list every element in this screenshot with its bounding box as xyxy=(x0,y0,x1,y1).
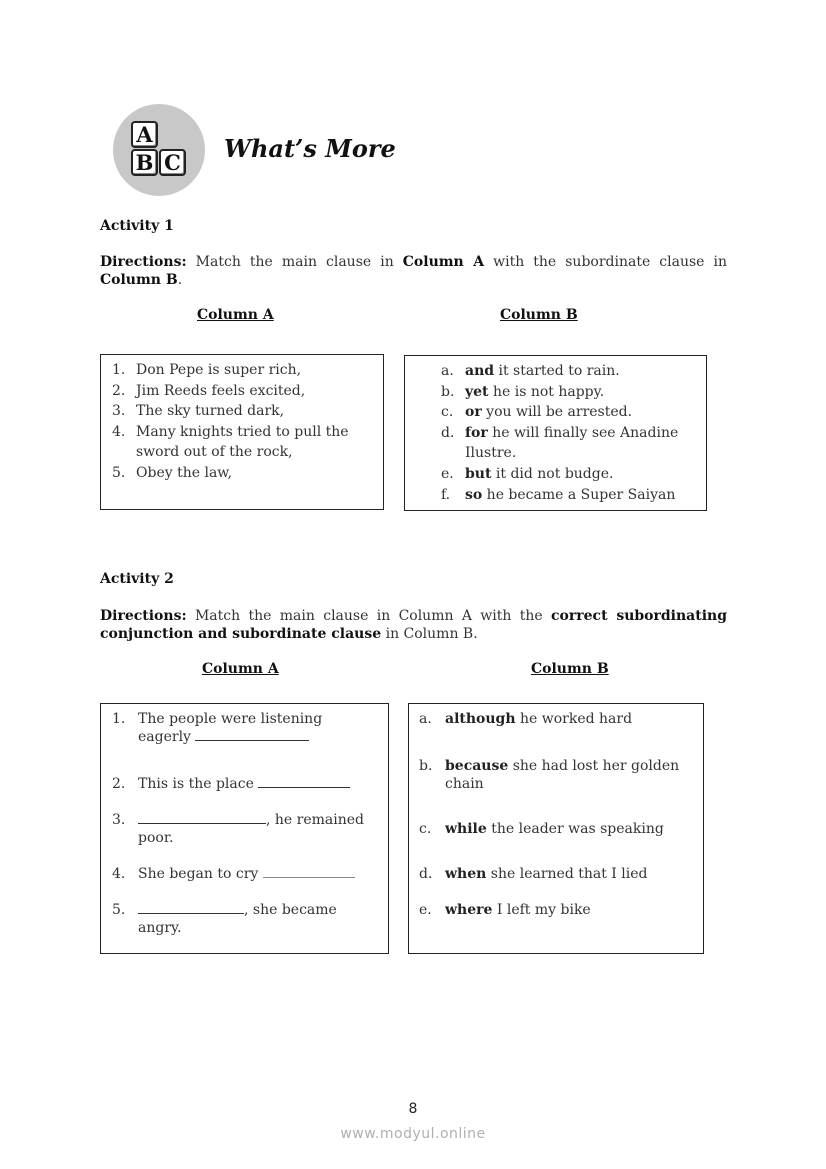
clause-text: she learned that I lied xyxy=(486,866,648,882)
clause-text: , she became angry. xyxy=(138,902,337,936)
list-item xyxy=(441,361,700,382)
activity-1-column-b-box xyxy=(404,355,707,511)
answer-blank xyxy=(138,811,266,824)
activity-1-column-b-title: Column B xyxy=(500,307,578,323)
list-item xyxy=(112,360,375,381)
activity-1-column-a-box xyxy=(100,354,384,510)
item-text: Obey the law, xyxy=(136,464,233,481)
item-text xyxy=(445,865,694,883)
item-letter: e. xyxy=(419,902,432,918)
watermark: www.modyul.online xyxy=(340,1126,486,1142)
directions-emphasis: Column B xyxy=(100,272,178,288)
activity-1-heading: Activity 1 xyxy=(100,218,174,234)
directions-text: Match the main clause in Column A with the xyxy=(186,608,552,624)
item-text xyxy=(138,710,362,746)
clause-text: she had lost her golden chain xyxy=(445,758,680,792)
item-text xyxy=(465,382,700,403)
list-item xyxy=(112,463,375,484)
item-text xyxy=(445,710,689,728)
clause-text: This is the place xyxy=(138,776,259,792)
conjunction: where xyxy=(445,902,493,918)
answer-blank xyxy=(263,865,355,878)
item-letter: d. xyxy=(419,866,433,882)
item-number: 3. xyxy=(112,812,126,828)
conjunction: yet xyxy=(465,383,489,400)
item-text xyxy=(138,811,374,847)
item-number: 3. xyxy=(112,403,126,420)
directions-label: Directions: xyxy=(100,608,187,624)
conjunction: and xyxy=(465,363,495,379)
item-letter: a. xyxy=(419,711,432,727)
list-item xyxy=(419,820,694,838)
item-text xyxy=(445,757,689,793)
item-number: 1. xyxy=(112,362,126,378)
item-number: 4. xyxy=(112,866,126,882)
item-number: 2. xyxy=(112,382,126,399)
item-number: 1. xyxy=(112,711,126,727)
activity-2-column-a-title: Column A xyxy=(202,661,279,677)
item-number: 5. xyxy=(112,902,126,918)
item-letter: f. xyxy=(441,486,451,503)
clause-text: The people were listening eagerly xyxy=(138,711,323,745)
directions-label: Directions: xyxy=(100,254,187,270)
item-text xyxy=(445,820,694,838)
list-item xyxy=(112,710,362,746)
answer-blank xyxy=(195,728,309,741)
list-item xyxy=(112,422,375,463)
item-text xyxy=(465,485,700,506)
list-item xyxy=(112,381,375,402)
clause-text: She began to cry xyxy=(138,866,263,882)
item-letter: e. xyxy=(441,465,454,482)
item-text: Jim Reeds feels excited, xyxy=(136,382,306,399)
section-title: What’s More xyxy=(224,134,396,163)
list-item xyxy=(441,423,700,464)
item-text xyxy=(138,775,372,793)
activity-1-column-a-title: Column A xyxy=(197,307,274,323)
conjunction: or xyxy=(465,404,482,421)
item-text: Many knights tried to pull the sword out of the rock, xyxy=(136,423,349,461)
clause-text: he is not happy. xyxy=(488,383,605,400)
list-item xyxy=(419,710,689,728)
item-number: 2. xyxy=(112,776,126,792)
answer-blank xyxy=(138,901,244,914)
item-text xyxy=(138,901,374,937)
activity-1-column-a-list xyxy=(112,360,375,484)
page-number: 8 xyxy=(408,1101,418,1117)
item-text xyxy=(465,464,700,485)
activity-2-column-b-title: Column B xyxy=(531,661,609,677)
conjunction: although xyxy=(445,711,516,727)
clause-text: he worked hard xyxy=(515,711,633,727)
list-item xyxy=(112,901,374,937)
item-number: 4. xyxy=(112,423,126,440)
clause-text: , he remained poor. xyxy=(138,812,364,846)
item-text xyxy=(465,402,700,423)
list-item xyxy=(441,382,700,403)
item-text xyxy=(465,361,700,382)
directions-emphasis: correct subordinating conjunction and subordinate clause xyxy=(100,608,727,642)
item-letter: c. xyxy=(441,404,454,421)
item-letter: c. xyxy=(419,821,432,837)
conjunction: but xyxy=(465,465,492,482)
item-text xyxy=(445,901,694,919)
clause-text: it did not budge. xyxy=(491,465,614,482)
item-letter: d. xyxy=(441,424,455,441)
clause-text: it started to rain. xyxy=(494,363,620,379)
item-text: The sky turned dark, xyxy=(136,403,285,420)
activity-2-column-b-box xyxy=(408,703,704,954)
answer-blank xyxy=(258,775,350,788)
directions-emphasis: Column A xyxy=(402,254,485,270)
list-item xyxy=(112,775,372,793)
item-letter: b. xyxy=(419,758,433,774)
list-item xyxy=(419,865,694,883)
item-letter: a. xyxy=(441,363,454,379)
list-item xyxy=(441,464,700,485)
block-c-icon: C xyxy=(159,149,186,176)
list-item xyxy=(419,757,689,793)
clause-text: you will be arrested. xyxy=(481,404,633,421)
list-item xyxy=(112,401,375,422)
item-text xyxy=(465,423,700,464)
item-text xyxy=(138,865,374,883)
directions-text: . xyxy=(177,272,183,288)
item-text: Don Pepe is super rich, xyxy=(136,362,302,378)
abc-blocks-logo xyxy=(113,104,205,196)
activity-2-heading: Activity 2 xyxy=(100,571,174,587)
directions-text: in Column B. xyxy=(381,626,478,642)
directions-text: Match the main clause in xyxy=(186,254,403,270)
list-item xyxy=(112,865,374,883)
clause-text: he will finally see Anadine Ilustre. xyxy=(465,424,679,462)
item-number: 5. xyxy=(112,464,126,481)
clause-text: I left my bike xyxy=(492,902,591,918)
activity-2-column-a-box xyxy=(100,703,389,954)
item-letter: b. xyxy=(441,383,455,400)
activity-1-column-b-list xyxy=(441,361,700,505)
conjunction: for xyxy=(465,424,488,441)
clause-text: he became a Super Saiyan xyxy=(482,486,676,503)
clause-text: the leader was speaking xyxy=(486,821,664,837)
list-item xyxy=(441,402,700,423)
list-item xyxy=(419,901,694,919)
conjunction: while xyxy=(445,821,487,837)
conjunction: because xyxy=(445,758,509,774)
list-item xyxy=(441,485,700,506)
directions-text: with the subordinate clause in xyxy=(484,254,727,270)
list-item xyxy=(112,811,374,847)
block-a-icon: A xyxy=(131,121,158,148)
activity-1-directions xyxy=(100,253,727,289)
activity-2-directions xyxy=(100,607,727,643)
block-b-icon: B xyxy=(131,149,158,176)
conjunction: so xyxy=(465,486,483,503)
conjunction: when xyxy=(445,866,487,882)
